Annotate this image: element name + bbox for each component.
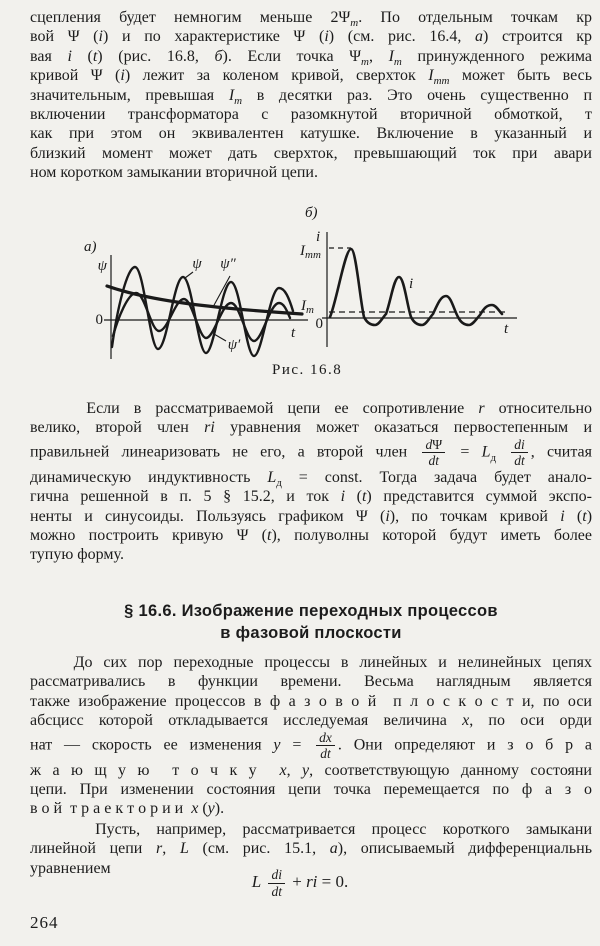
text-line: До сих пор переходные процессы в линейных и нелинейных цепях — [30, 654, 592, 671]
b-x-axis-label: t — [504, 321, 509, 337]
text-line: Если в рассматриваемой цепи ее сопротивление r относительно — [30, 400, 593, 417]
subfigure-a-label: а) — [84, 239, 97, 255]
text-line: сцепления будет немногим меньше $2\Psi_m$. По отдельным точкам кр — [30, 9, 592, 30]
figure-caption: Рис. 16.8 — [272, 362, 343, 378]
a-psi-prime-label: ψ′ — [227, 337, 241, 353]
equation: L $\frac{di}{dt}$ + ri = 0. — [251, 867, 349, 899]
subfigure-b-label: б) — [305, 205, 318, 221]
text-line: абсцисс которой откладывается исследуемая величина x, по оси орди — [30, 712, 592, 730]
text-line: кривой Ψ (i) лежит за коленом кривой, сверхток $I_{mm}$ может быть весь — [30, 67, 592, 88]
b-y-axis-label: i — [316, 229, 321, 245]
section-heading — [30, 600, 592, 644]
section-heading-line-2: в фазовой плоскости — [220, 624, 402, 642]
b-imm-I: I — [300, 243, 305, 259]
text-line: гична решенной в п. 5 § 15.2, и ток i (t) представится суммой экспо- — [30, 488, 592, 506]
text-line: Пусть, например, рассматривается процесс короткого замыкани — [30, 821, 592, 838]
text-line: близкий момент может дать сверхток, превышающий ток при авари — [30, 144, 592, 162]
text-line: вая i (t) (рис. 16.8, б). Если точка $\Psi_m$, $I_m$ принужденного режима — [30, 47, 592, 68]
paragraph-2 — [30, 399, 592, 565]
a-origin-label: 0 — [95, 312, 103, 328]
b-imm-sub: mm — [305, 249, 321, 261]
b-im-sub: m — [306, 304, 314, 316]
a-psi-prime-leader-line — [214, 334, 226, 341]
text-line: ж а ю щ у ю т о ч к у x, y, соответствующую данному состояни — [30, 761, 592, 779]
b-origin-label: 0 — [315, 316, 323, 332]
figure-16-8 — [0, 198, 600, 390]
text-line: можно построить кривую Ψ (t), полуволны которой будут иметь более — [30, 527, 592, 545]
text-line: линейной цепи r, L (см. рис. 15.1, а), описываемый дифференциальнь — [30, 840, 592, 858]
b-im-label — [300, 298, 314, 316]
text-line: как при этом он эквивалентен катушке. Включение в указанный и — [30, 125, 592, 143]
text-line: ненты и синусоиды. Пользуясь графиком Ψ (i), по точкам кривой i (t) — [30, 507, 593, 525]
a-psi-leader-line — [185, 272, 193, 278]
paragraph-1 — [30, 8, 592, 183]
page-number: 264 — [30, 913, 59, 932]
b-imm-label — [299, 243, 321, 261]
section-heading-line-1: § 16.6. Изображение переходных процессов — [124, 602, 498, 620]
text-line: нат — скорость ее изменения y = $\frac{dx}{dt}$ . Они определяют и з о б р а — [30, 729, 593, 762]
text-line: в о й т р а е к т о р и и x (y). — [30, 800, 225, 818]
a-psi-label: ψ — [192, 256, 202, 272]
text-line: также изображение процессов в ф а з о в о й п л о с к о с т и, по оси — [30, 692, 592, 710]
text-line: уравнением — [30, 859, 111, 877]
text-line: вой Ψ (i) и по характеристике Ψ (i) (см. рис. 16.4, а) строится кр — [30, 28, 593, 46]
text-line: ном коротком замыкании вторичной цепи. — [30, 164, 318, 182]
paragraph-3 — [30, 653, 592, 819]
a-x-axis-label: t — [291, 325, 296, 341]
text-line: динамическую индуктивность $L_д$ = const. Тогда задача будет анало- — [30, 468, 592, 489]
a-psi-dprime-label: ψ″ — [220, 256, 236, 272]
b-curve-i — [330, 249, 502, 325]
text-line: значительным, превышая $I_m$ в десятки раз. Это очень существенно п — [30, 86, 593, 107]
text-line: включении трансформатора с разомкнутой вторичной обмоткой, т — [30, 106, 592, 124]
text-line: цепи. При изменении состояния цепи точка перемещается по ф а з о — [30, 781, 592, 799]
b-i-curve-label: i — [409, 276, 414, 292]
a-y-axis-label: ψ — [97, 258, 107, 274]
b-im-I: I — [301, 298, 306, 314]
text-line: тупую форму. — [30, 546, 124, 564]
text-line: правильней линеаризовать не его, а второй член $\frac{d\Psi}{dt}$ = $L_д$ $\frac{di}{dt}$ , считая — [30, 436, 593, 469]
text-line: велико, второй член ri уравнения может оказаться первостепенным и — [30, 419, 593, 437]
text-line: рассматривались в функции времени. Весьма наглядным является — [30, 673, 592, 691]
